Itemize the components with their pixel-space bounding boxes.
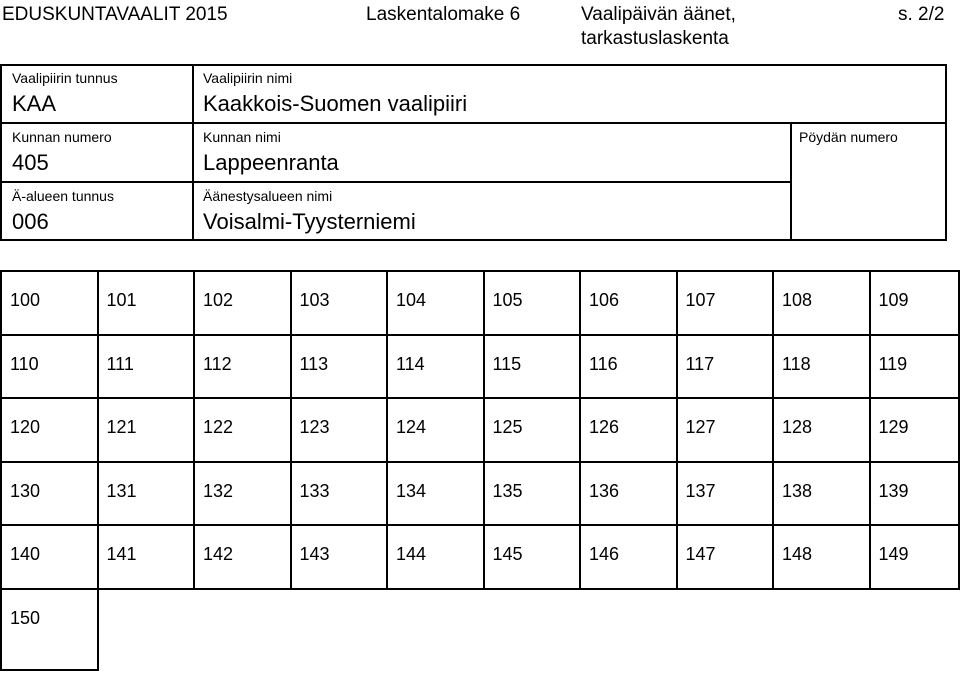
grid-column-line [97,270,99,590]
tally-cell-number: 146 [589,544,620,564]
grid-row-line [0,334,960,336]
info-box-divider-row2 [0,181,792,183]
grid-column-line [579,270,581,590]
tally-cell-number: 139 [878,480,909,501]
tally-cell-number: 106 [589,290,620,310]
form-subject-line1: Vaalipäivän äänet, [581,4,736,25]
table-number-divider [790,122,792,241]
info-box-divider-row1 [0,122,947,124]
tally-cell-number: 123 [299,417,330,437]
tally-cell-number: 126 [589,417,620,437]
tally-cell-number: 149 [878,544,909,564]
tally-cell-number: 104 [396,290,427,310]
tally-cell-number: 112 [203,353,232,374]
tally-cell-number: 118 [782,353,811,374]
election-title: EDUSKUNTAVAALIT 2015 [2,4,228,25]
info-box-top-border [0,64,947,66]
form-title: Laskentalomake 6 [366,4,521,25]
grid-column-line [772,270,774,590]
tally-cell-number: 137 [685,480,716,501]
grid-column-line [483,270,485,590]
tally-cell-number: 144 [396,544,427,564]
info-box-bottom-border [0,239,947,241]
tally-cell-number: 143 [299,544,330,564]
info-box-right-border [945,64,947,241]
grid-row-line [0,461,960,463]
tally-cell-number: 105 [492,290,523,310]
tally-cell-number: 121 [106,417,137,437]
grid-row-line [0,588,960,590]
district-name-label: Vaalipiirin nimi [203,70,293,86]
grid-row-line [0,397,960,399]
grid-row-line [0,524,960,526]
tally-cell-number: 133 [299,480,330,501]
tally-cell-number: 131 [106,480,137,501]
tally-cell-number: 130 [10,480,41,501]
page-number: s. 2/2 [898,4,945,25]
grid-column-line [97,588,99,672]
tally-cell-number: 102 [203,290,234,310]
tally-cell-number: 110 [10,353,39,374]
area-name: Voisalmi-Tyysterniemi [203,209,416,234]
area-code: 006 [12,209,49,234]
tally-cell-number: 100 [10,290,41,310]
district-name: Kaakkois-Suomen vaalipiiri [203,91,468,116]
grid-column-line [0,270,2,590]
area-name-label: Äänestysalueen nimi [203,188,333,204]
tally-cell-number: 120 [10,417,41,437]
tally-cell-number: 111 [106,353,134,374]
tally-cell-number: 125 [492,417,523,437]
district-code-label: Vaalipiirin tunnus [12,70,118,86]
grid-column-line [0,588,2,672]
tally-cell-number: 119 [878,353,908,374]
grid-column-line [290,270,292,590]
tally-cell-number: 141 [106,544,137,564]
tally-cell-number: 109 [878,290,909,310]
tally-cell-number: 108 [782,290,813,310]
tally-cell-number: 127 [685,417,716,437]
tally-cell-number: 116 [589,353,618,374]
grid-column-line [869,270,871,590]
tally-cell-number: 134 [396,480,427,501]
grid-row-line [0,669,99,671]
municipality-number: 405 [12,150,49,175]
tally-cell-number: 124 [396,417,427,437]
grid-column-line [193,270,195,590]
tally-cell-number: 136 [589,480,620,501]
tally-cell-number: 107 [685,290,716,310]
municipality-name-label: Kunnan nimi [203,129,281,145]
tally-cell-number: 114 [396,353,425,374]
tally-cell-number: 129 [878,417,909,437]
tally-cell-number: 117 [685,353,715,374]
municipality-number-label: Kunnan numero [12,129,112,145]
info-box-divider-vertical [192,64,194,241]
form-subject-line2: tarkastuslaskenta [581,28,729,49]
grid-row-line [0,270,960,272]
tally-cell-number: 150 [10,607,41,628]
tally-cell-number: 148 [782,544,813,564]
tally-cell-number: 113 [299,353,329,374]
tally-cell-number: 145 [492,544,523,564]
table-number-label: Pöydän numero [799,129,898,145]
grid-column-line [676,270,678,590]
info-box-left-border [0,64,2,241]
tally-cell-number: 132 [203,480,234,501]
tally-cell-number: 128 [782,417,813,437]
area-code-label: Ä-alueen tunnus [12,188,114,204]
tally-cell-number: 138 [782,480,813,501]
tally-cell-number: 103 [299,290,330,310]
tally-cell-number: 101 [106,290,137,310]
tally-cell-number: 140 [10,544,41,564]
tally-cell-number: 135 [492,480,523,501]
tally-cell-number: 142 [203,544,234,564]
municipality-name: Lappeenranta [203,150,339,175]
tally-cell-number: 147 [685,544,716,564]
district-code: KAA [12,91,57,116]
grid-column-line [386,270,388,590]
tally-cell-number: 115 [492,353,522,374]
tally-cell-number: 122 [203,417,234,437]
